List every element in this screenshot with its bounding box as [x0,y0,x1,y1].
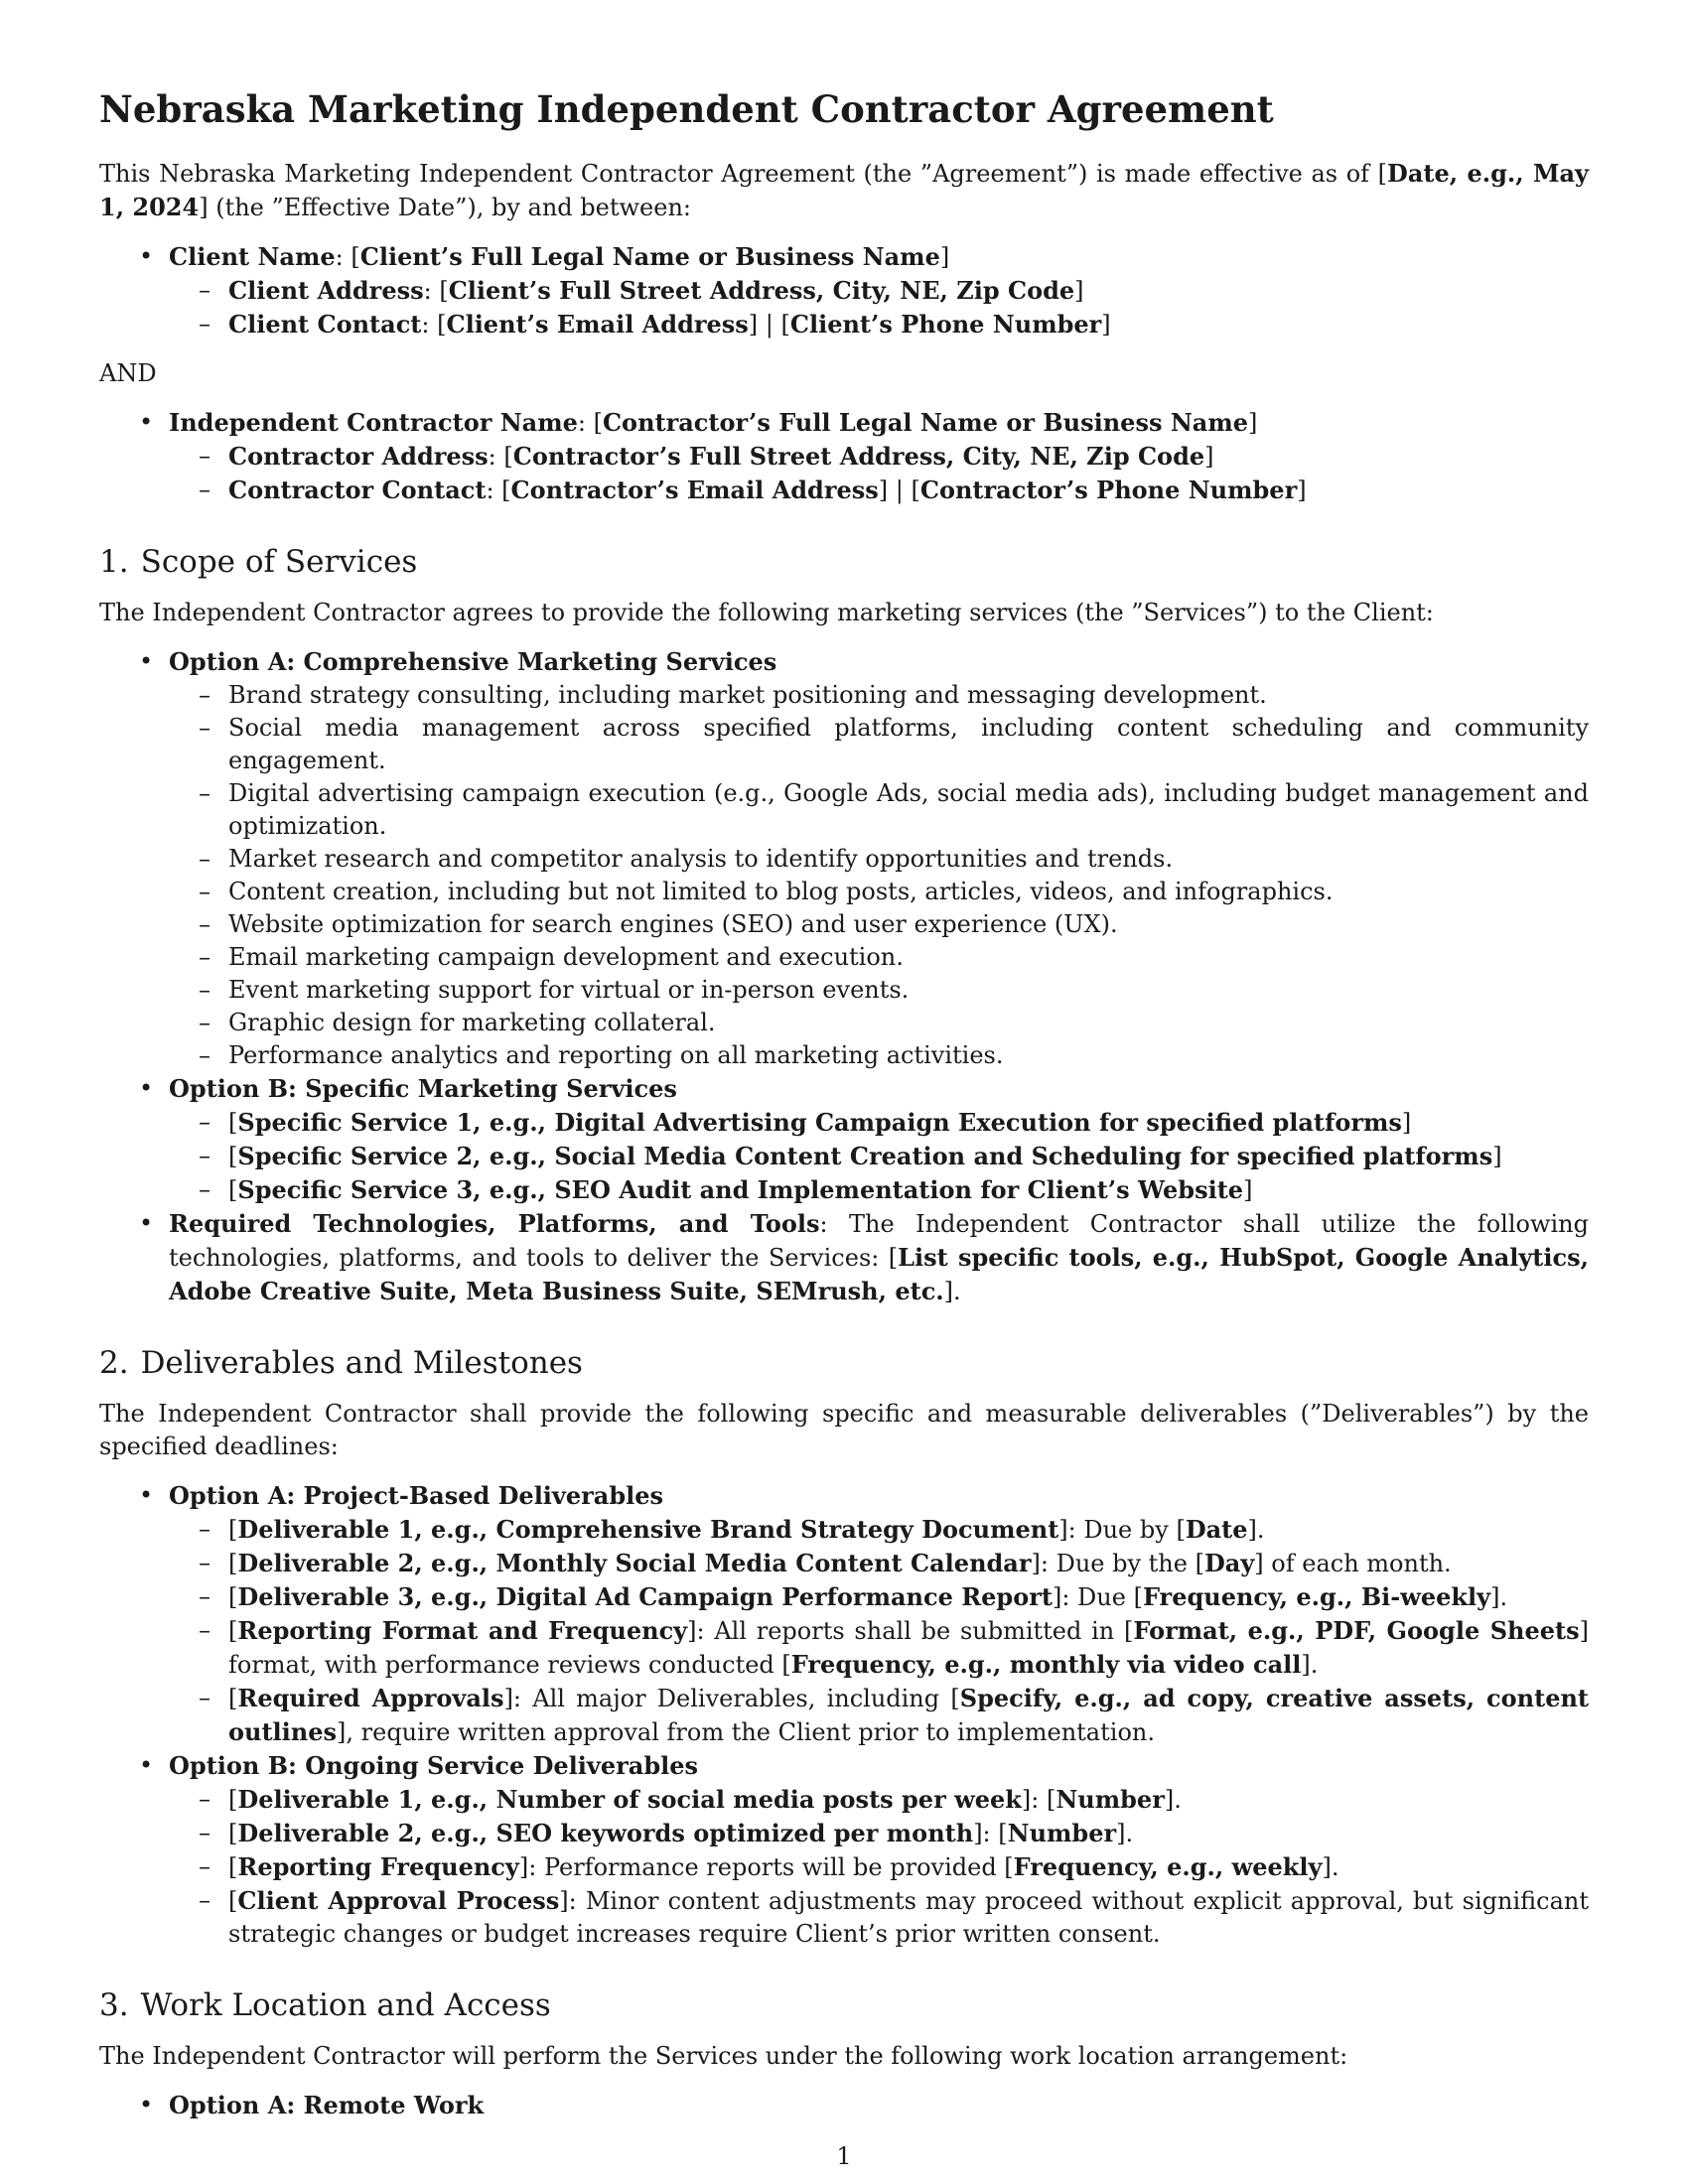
list-item: – Social media management across specified platforms, including content scheduling and community engagement. [169,712,1589,777]
option-b-deliverables [169,1783,1589,1951]
list-item: – Market research and competitor analysis to identify opportunities and trends. [169,843,1589,876]
contractor-address-item: – Contractor Address: [Contractor’s Full Street Address, City, NE, Zip Code] [169,440,1589,474]
contractor-contact-item: – Contractor Contact: [Contractor’s Email Address] | [Contractor’s Phone Number] [169,474,1589,507]
client-contact-item: – Client Contact: [Client’s Email Address] | [Client’s Phone Number] [169,308,1589,341]
list-item: – [Client Approval Process]: Minor content adjustments may proceed without explicit approval, but significant strategic changes or budget increases require Client’s prior written consent. [169,1884,1589,1951]
client-name-item: • Client Name: [Client’s Full Legal Name or Business Name] – Client Address: [Client’s Full Street Address, City, NE, Zip Code] – Client Contact: [Client’s Email Address] | [Client’s Phone Number] [99,240,1589,341]
section-1-heading: 1. Scope of Services [99,544,418,580]
list-item: – Graphic design for marketing collateral. [169,1007,1589,1039]
list-item: – Digital advertising campaign execution (e.g., Google Ads, social media ads), including budget management and optimization. [169,777,1589,843]
list-item: – Content creation, including but not limited to blog posts, articles, videos, and infographics. [169,876,1589,908]
section-2-options [99,1479,1589,1951]
contractor-party-list [99,406,1589,507]
list-item: – [Deliverable 3, e.g., Digital Ad Campaign Performance Report]: Due [Frequency, e.g., Bi-weekly]. [169,1580,1589,1614]
required-tech-item: • Required Technologies, Platforms, and Tools: The Independent Contractor shall utilize the following technologies, platforms, and tools to deliver the Services: [List specific tools, e.g., HubSpot, Google Analytics, Adobe Creative Suite, Meta Business Suite, SEMrush, etc.]. [99,1207,1589,1308]
list-item: – Brand strategy consulting, including market positioning and messaging development. [169,679,1589,712]
document-title: Nebraska Marketing Independent Contractor Agreement [99,87,1274,131]
section-2-intro: The Independent Contractor shall provide the following specific and measurable deliverables (”Deliverables”) by the specified deadlines: [99,1400,1589,1460]
list-item: – [Specific Service 3, e.g., SEO Audit and Implementation for Client’s Website] [169,1173,1589,1207]
list-item: – [Deliverable 1, e.g., Number of social media posts per week]: [Number]. [169,1783,1589,1817]
option-a-item: • Option A: Comprehensive Marketing Services – Brand strategy consulting, including market positioning and messaging development. – Social media management across specified platforms, including content scheduling and community engagement. – Digital advertising campaign execution (e.g., Google Ads, social media ads), including budget management and optimization. – Market research and competitor analysis to identify opportunities and trends. – Content creation, including but not limited to blog posts, articles, videos, and infographics. – Website optimization for search engines (SEO) and user experience (UX). – Email marketing campaign development and execution. – Event marketing support for virtual or in-person events. – Graphic design for marketing collateral. – Performance analytics and reporting on all marketing activities. [99,645,1589,1072]
contractor-name-item: • Independent Contractor Name: [Contractor’s Full Legal Name or Business Name] – Contractor Address: [Contractor’s Full Street Address, City, NE, Zip Code] – Contractor Contact: [Contractor’s Email Address] | [Contractor’s Phone Number] [99,406,1589,507]
list-item: – Email marketing campaign development and execution. [169,941,1589,974]
list-item: – [Reporting Frequency]: Performance reports will be provided [Frequency, e.g., weekly]. [169,1850,1589,1884]
list-item: – Performance analytics and reporting on all marketing activities. [169,1039,1589,1072]
list-item: – [Specific Service 2, e.g., Social Media Content Creation and Scheduling for specified platforms] [169,1140,1589,1173]
document-page [99,87,1589,2138]
list-item: – [Deliverable 2, e.g., SEO keywords optimized per month]: [Number]. [169,1817,1589,1850]
page-number: 1 [836,2142,852,2170]
intro-paragraph: This Nebraska Marketing Independent Contractor Agreement (the ”Agreement”) is made effective as of [Date, e.g., May 1, 2024] (the ”Effective Date”), by and between: [99,159,1590,221]
list-item: – [Specific Service 1, e.g., Digital Advertising Campaign Execution for specified platforms] [169,1106,1589,1140]
and-separator: AND [99,359,157,387]
section-1-intro: The Independent Contractor agrees to provide the following marketing services (the ”Services”) to the Client: [99,599,1434,626]
list-item: – Website optimization for search engines (SEO) and user experience (UX). [169,908,1589,941]
client-party-list [99,240,1589,341]
section-3-intro: The Independent Contractor will perform the Services under the following work location arrangement: [99,2042,1348,2070]
list-item: – [Required Approvals]: All major Deliverables, including [Specify, e.g., ad copy, creative assets, content outlines], require written approval from the Client prior to implementation. [169,1682,1589,1749]
client-address-item: – Client Address: [Client’s Full Street Address, City, NE, Zip Code] [169,274,1589,308]
option-b-services [169,1106,1589,1207]
option-a-deliverables [169,1513,1589,1749]
list-item: – [Reporting Format and Frequency]: All reports shall be submitted in [Format, e.g., PDF, Google Sheets] format, with performance reviews conducted [Frequency, e.g., monthly via video call]. [169,1614,1589,1682]
option-b-item: • Option B: Specific Marketing Services – [Specific Service 1, e.g., Digital Advertising Campaign Execution for specified platforms] – [Specific Service 2, e.g., Social Media Content Creation and Scheduling for specified platforms] – [Specific Service 3, e.g., SEO Audit and Implementation for Client’s Website] [99,1072,1589,1207]
option-b-item: • Option B: Ongoing Service Deliverables – [Deliverable 1, e.g., Number of social media posts per week]: [Number]. – [Deliverable 2, e.g., SEO keywords optimized per month]: [Number]. – [Reporting Frequency]: Performance reports will be provided [Frequency, e.g., weekly]. – [Client Approval Process]: Minor content adjustments may proceed without explicit approval, but significant strategic changes or budget increases require Client’s prior written consent. [99,1749,1589,1951]
section-1-options [99,645,1589,1308]
section-3-options [99,2089,1589,2122]
list-item: – [Deliverable 1, e.g., Comprehensive Brand Strategy Document]: Due by [Date]. [169,1513,1589,1547]
option-a-services [169,679,1589,1072]
list-item: – [Deliverable 2, e.g., Monthly Social Media Content Calendar]: Due by the [Day] of each month. [169,1547,1589,1580]
section-2-heading: 2. Deliverables and Milestones [99,1345,583,1381]
section-3-heading: 3. Work Location and Access [99,1987,551,2023]
option-a-item: • Option A: Project-Based Deliverables – [Deliverable 1, e.g., Comprehensive Brand Strategy Document]: Due by [Date]. – [Deliverable 2, e.g., Monthly Social Media Content Calendar]: Due by the [Day] of each month. – [Deliverable 3, e.g., Digital Ad Campaign Performance Report]: Due [Frequency, e.g., Bi-weekly]. – [Reporting Format and Frequency]: All reports shall be submitted in [Format, e.g., PDF, Google Sheets] format, with performance reviews conducted [Frequency, e.g., monthly via video call]. – [Required Approvals]: All major Deliverables, including [Specify, e.g., ad copy, creative assets, content outlines], require written approval from the Client prior to implementation. [99,1479,1589,1749]
option-a-item: • Option A: Remote Work [99,2089,1589,2122]
list-item: – Event marketing support for virtual or in-person events. [169,974,1589,1007]
